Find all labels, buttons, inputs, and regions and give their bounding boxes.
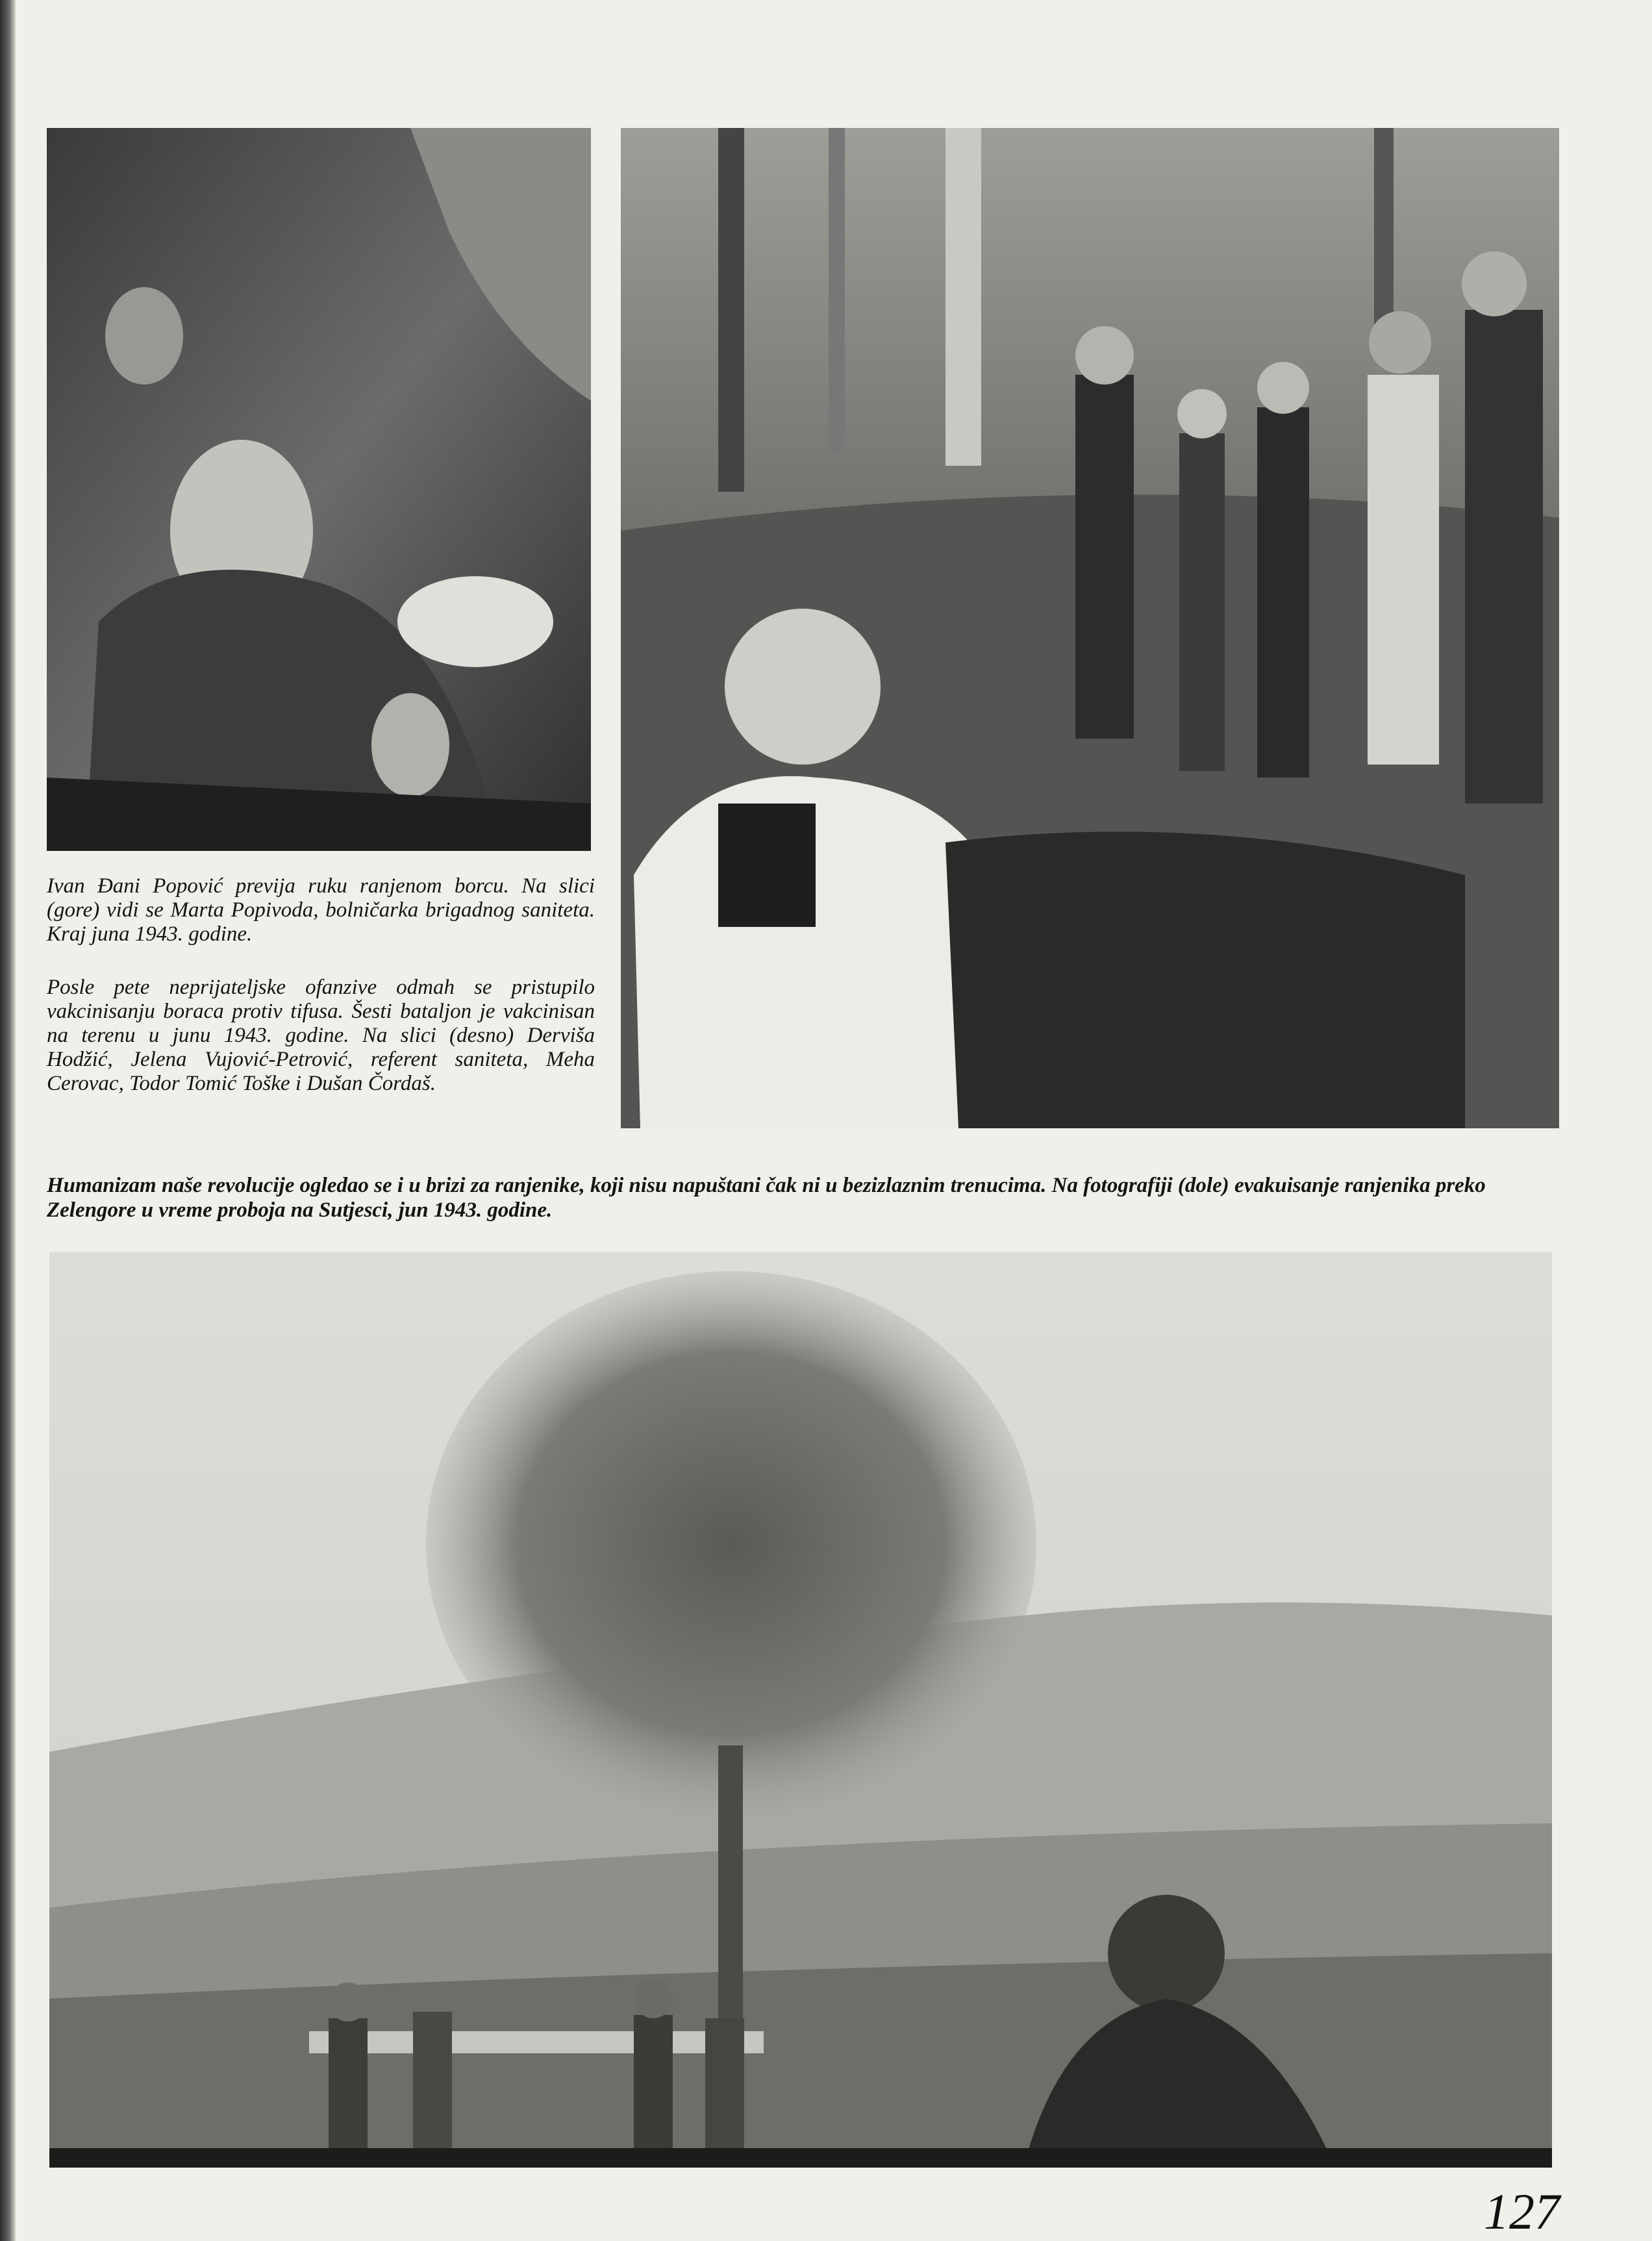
photo-evacuation-zelengora bbox=[49, 1252, 1552, 2168]
page-number: 127 bbox=[1484, 2183, 1560, 2240]
caption-bandaging: Ivan Đani Popović previja ruku ranjenom borcu. Na slici (gore) vidi se Marta Popivoda, bolničarka brigadnog saniteta. Kraj juna 1943. godine. bbox=[47, 874, 595, 946]
caption-vaccination: Posle pete neprijateljske ofanzive odmah se pristupilo vakcinisanju boraca protiv tifusa. Šesti bataljon je vakcinisan na terenu u junu 1943. godine. Na slici (desno) Derviša Hodžić, Jelena Vujović-Petrović, referent saniteta, Meha Cerovac, Todor Tomić Toške i Dušan Čordaš. bbox=[47, 976, 595, 1095]
photo-evacuation-graphic bbox=[49, 1252, 1552, 2168]
photo-vaccination-field bbox=[621, 128, 1559, 1128]
caption-humanism: Humanizam naše revolucije ogledao se i u brizi za ranjenike, koji nisu napuštani čak ni u bezizlaznim trenucima. Na fotografiji (dole) evakuisanje ranjenika preko Zelengore u vreme proboja na Sutjesci, jun 1943. godine. bbox=[47, 1174, 1486, 1222]
page-binding-shadow bbox=[0, 0, 16, 2241]
photo-bandaging-wounded bbox=[47, 128, 591, 851]
photo-vaccination-graphic bbox=[621, 128, 1559, 1128]
photo-bandaging-graphic bbox=[47, 128, 591, 851]
